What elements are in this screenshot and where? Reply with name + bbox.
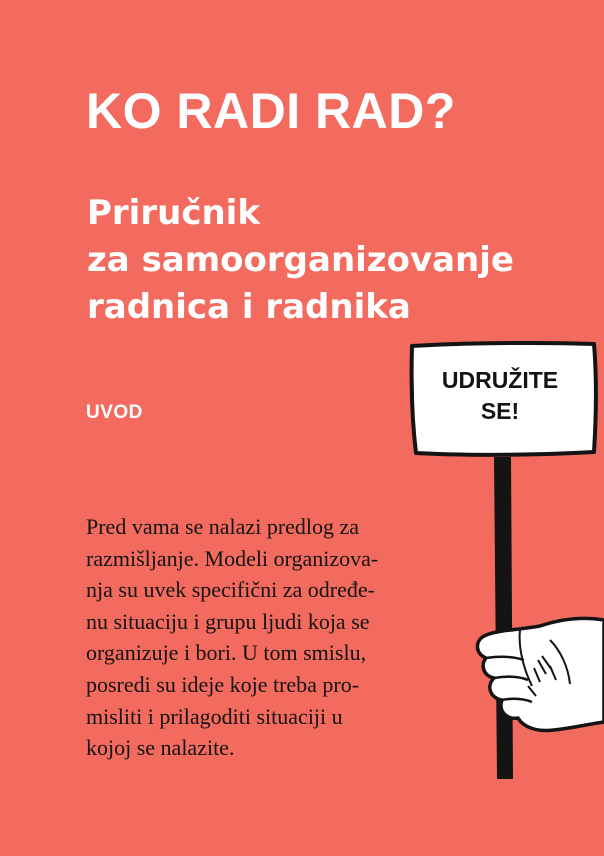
paragraph-line: kojoj se nalazite. [86,735,235,761]
subtitle-line: radnica i radnika [87,287,411,327]
paragraph-line: nja su uvek specifični za određe- [86,577,375,603]
sign-slogan-line: SE! [480,398,520,424]
paragraph-line: misliti i prilagoditi situaciji u [86,703,343,729]
paragraph-line: Pred vama se nalazi predlog za [86,514,360,539]
paragraph-line: razmišljanje. Modeli organizova- [86,545,379,571]
paragraph-line: nu situaciju i grupu ljudi koja se [86,608,370,634]
cover-title: KO RADI RAD? [86,83,456,139]
subtitle-line: Priručnik [87,193,260,233]
cover-subtitle [87,190,514,331]
sign-pole [495,458,512,778]
paragraph-line: organizuje i bori. U tom smislu, [86,640,367,666]
section-label: UVOD [86,402,143,423]
sign-slogan [420,365,580,427]
subtitle-line: za samoorganizovanje [87,240,514,280]
paragraph-line: posredi su ideje koje treba pro- [86,671,360,697]
intro-paragraph [86,511,426,764]
sign-slogan-line: UDRUŽITE [441,367,559,393]
